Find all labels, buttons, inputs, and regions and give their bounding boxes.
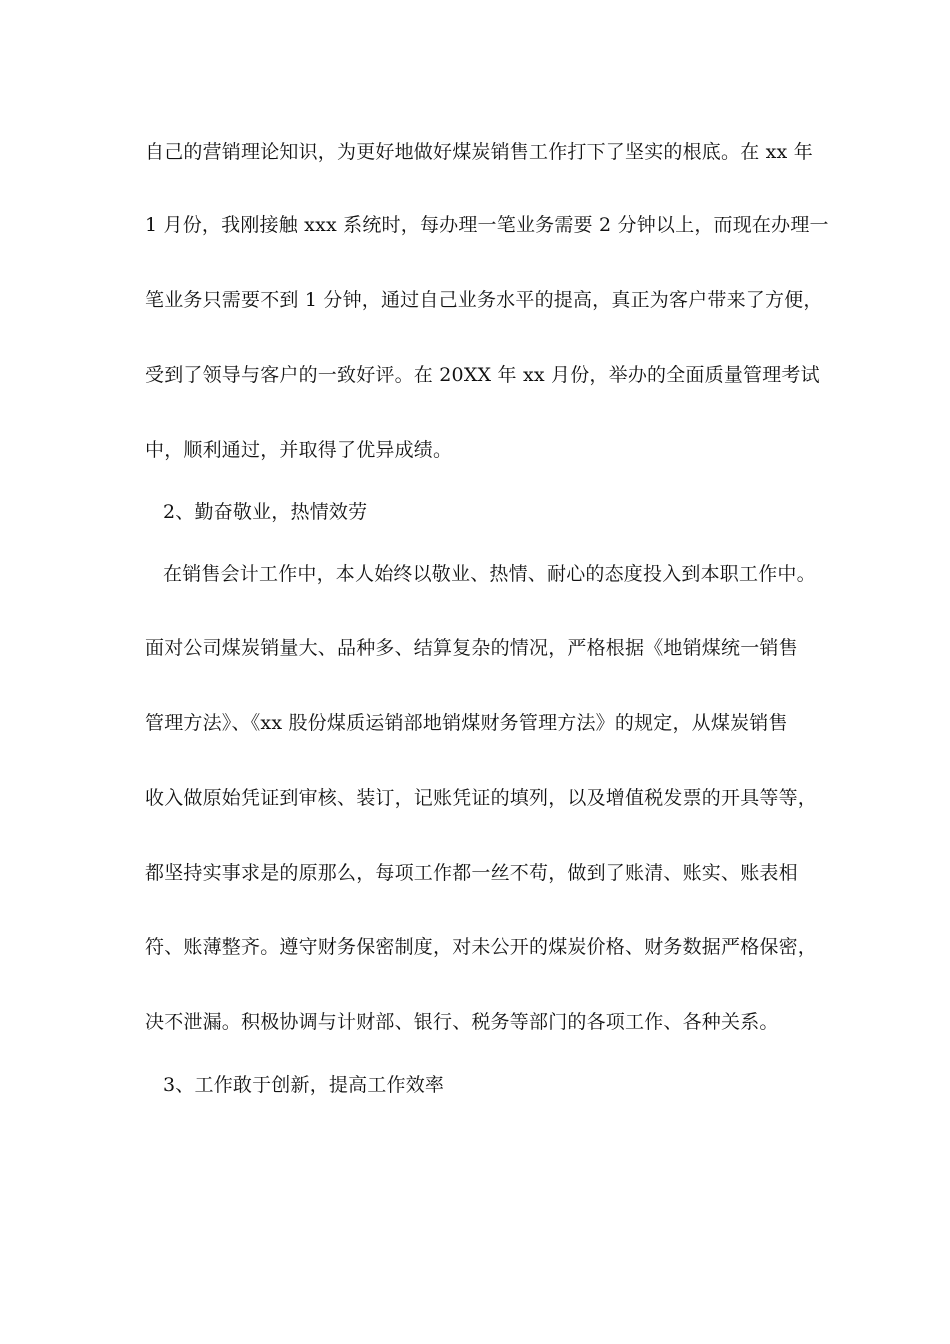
paragraph-line: 自己的营销理论知识，为更好地做好煤炭销售工作打下了坚实的根底。在 xx 年 <box>145 141 813 163</box>
paragraph-line: 决不泄漏。积极协调与计财部、银行、税务等部门的各项工作、各种关系。 <box>145 1011 779 1033</box>
paragraph-line: 面对公司煤炭销量大、品种多、结算复杂的情况，严格根据《地销煤统一销售 <box>145 637 798 659</box>
paragraph-line: 中，顺利通过，并取得了优异成绩。 <box>145 439 453 461</box>
paragraph-line: 笔业务只需要不到 1 分钟，通过自己业务水平的提高，真正为客户带来了方便， <box>145 289 823 311</box>
paragraph-line: 都坚持实事求是的原那么，每项工作都一丝不苟，做到了账清、账实、账表相 <box>145 862 798 884</box>
paragraph-line: 1 月份，我刚接触 xxx 系统时，每办理一笔业务需要 2 分钟以上，而现在办理一 <box>145 214 829 236</box>
paragraph-line: 管理方法》、《xx 股份煤质运销部地销煤财务管理方法》的规定，从煤炭销售 <box>145 712 788 734</box>
paragraph-line: 收入做原始凭证到审核、装订，记账凭证的填列，以及增值税发票的开具等等， <box>145 787 818 809</box>
paragraph-line: 在销售会计工作中，本人始终以敬业、热情、耐心的态度投入到本职工作中。 <box>163 563 816 585</box>
section-heading: 2、勤奋敬业，热情效劳 <box>163 501 368 523</box>
paragraph-line: 符、账薄整齐。遵守财务保密制度，对未公开的煤炭价格、财务数据严格保密， <box>145 936 818 958</box>
section-heading: 3、工作敢于创新，提高工作效率 <box>163 1074 445 1096</box>
paragraph-line: 受到了领导与客户的一致好评。在 20XX 年 xx 月份，举办的全面质量管理考试 <box>145 364 820 386</box>
